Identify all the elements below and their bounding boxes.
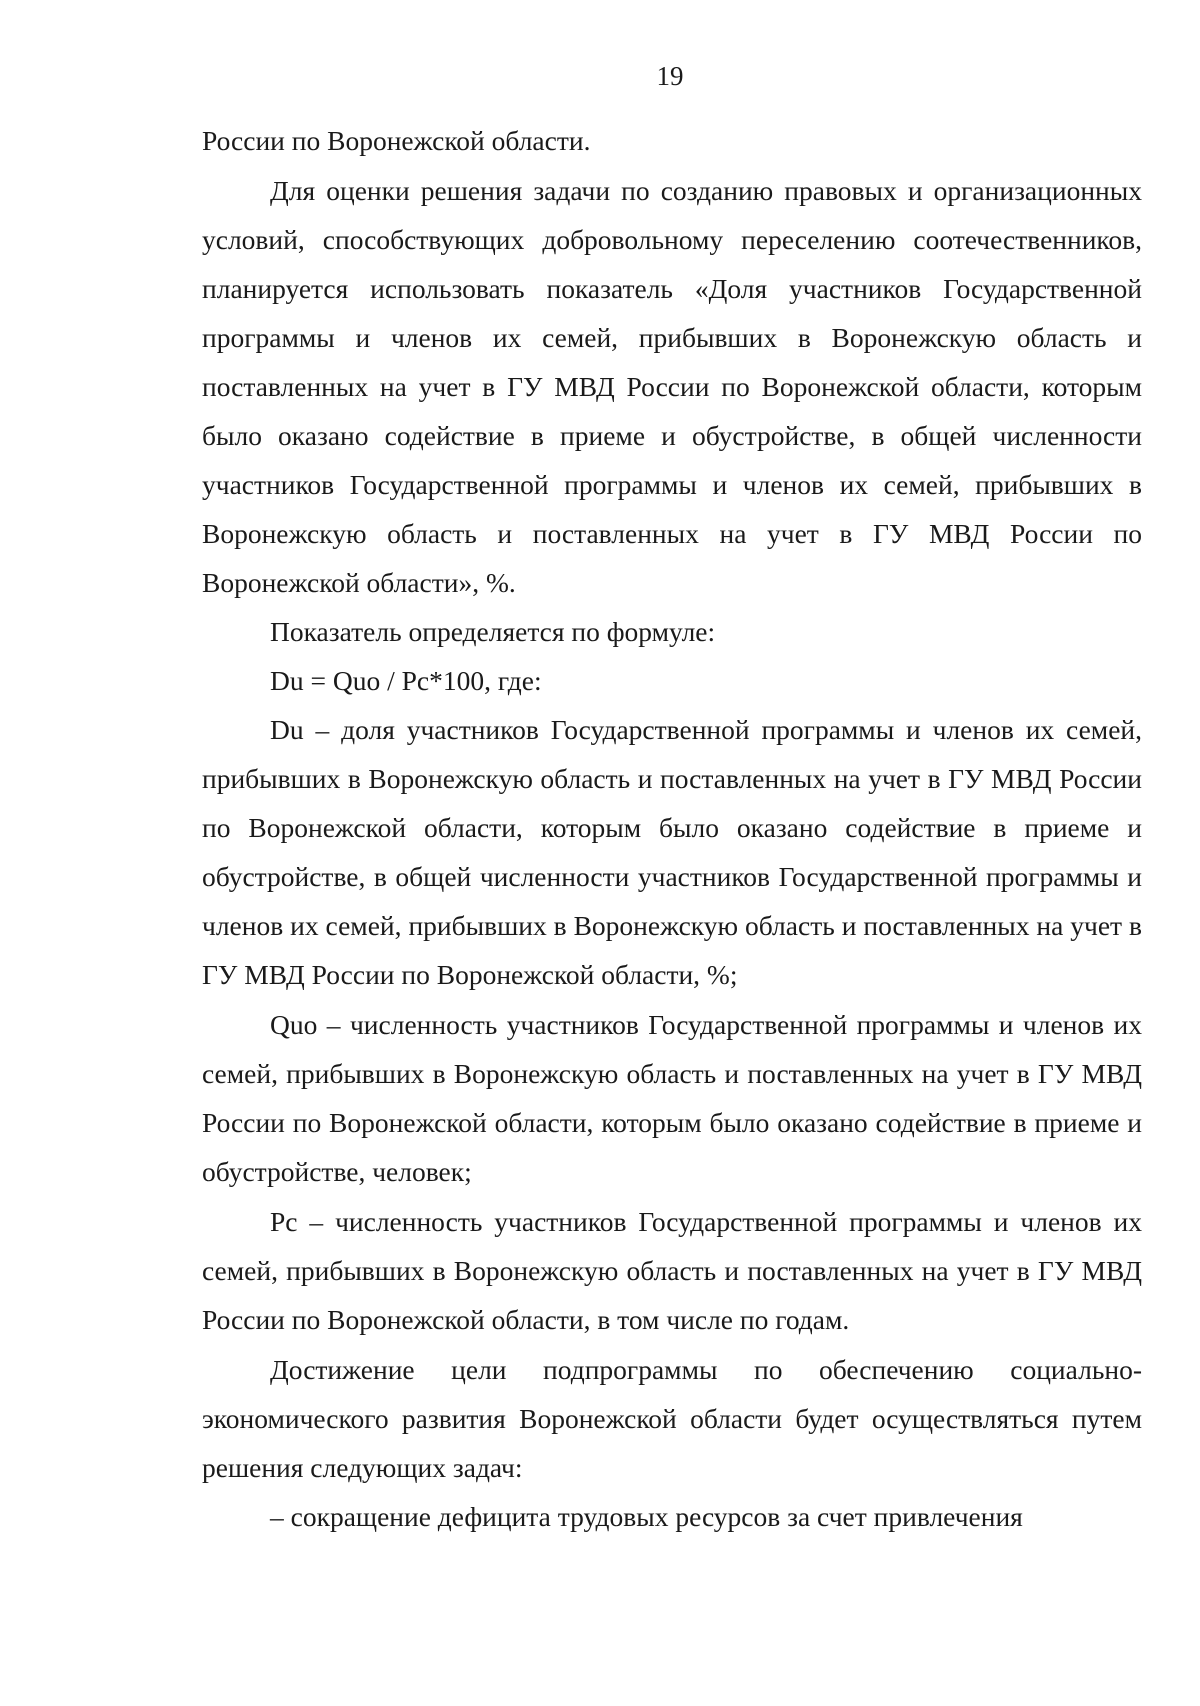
paragraph-definition-quo: Quo – численность участников Государственной программы и членов их семей, прибывших в Воронежскую область и поставленных на учет в ГУ МВД России по Воронежской области, которым было оказано содействие в приеме и обустройстве, человек; — [202, 1009, 1142, 1187]
paragraph-definition-pc: Pc – численность участников Государственной программы и членов их семей, прибывших в Воронежскую область и поставленных на учет в ГУ МВД России по Воронежской области, в том числе по годам. — [202, 1206, 1142, 1335]
paragraph-goal-tasks: Достижение цели подпрограммы по обеспечению социально-экономического развития Воронежской области будет осуществляться путем решения следующих задач: — [202, 1354, 1142, 1483]
list-item-task: – сокращение дефицита трудовых ресурсов за счет привлечения — [270, 1501, 1023, 1532]
page-number: 19 — [656, 61, 684, 91]
paragraph-formula-intro: Показатель определяется по формуле: — [270, 616, 716, 647]
document-body — [202, 116, 1142, 1541]
paragraph-definition-du: Du – доля участников Государственной программы и членов их семей, прибывших в Воронежскую область и поставленных на учет в ГУ МВД России по Воронежской области, которым было оказано содействие в приеме и обустройстве, в общей численности участников Государственной программы и членов их семей, прибывших в Воронежскую область и поставленных на учет в ГУ МВД России по Воронежской области, %; — [202, 714, 1142, 990]
paragraph-formula: Du = Quo / Pc*100, где: — [270, 665, 542, 696]
paragraph-indicator-description: Для оценки решения задачи по созданию правовых и организационных условий, способствующих добровольному переселению соотечественников, планируется использовать показатель «Доля участников Государственной программы и членов их семей, прибывших в Воронежскую область и поставленных на учет в ГУ МВД России по Воронежской области, которым было оказано содействие в приеме и обустройстве, в общей численности участников Государственной программы и членов их семей, прибывших в Воронежскую область и поставленных на учет в ГУ МВД России по Воронежской области», %. — [202, 175, 1142, 598]
paragraph-continuation: России по Воронежской области. — [202, 125, 591, 156]
